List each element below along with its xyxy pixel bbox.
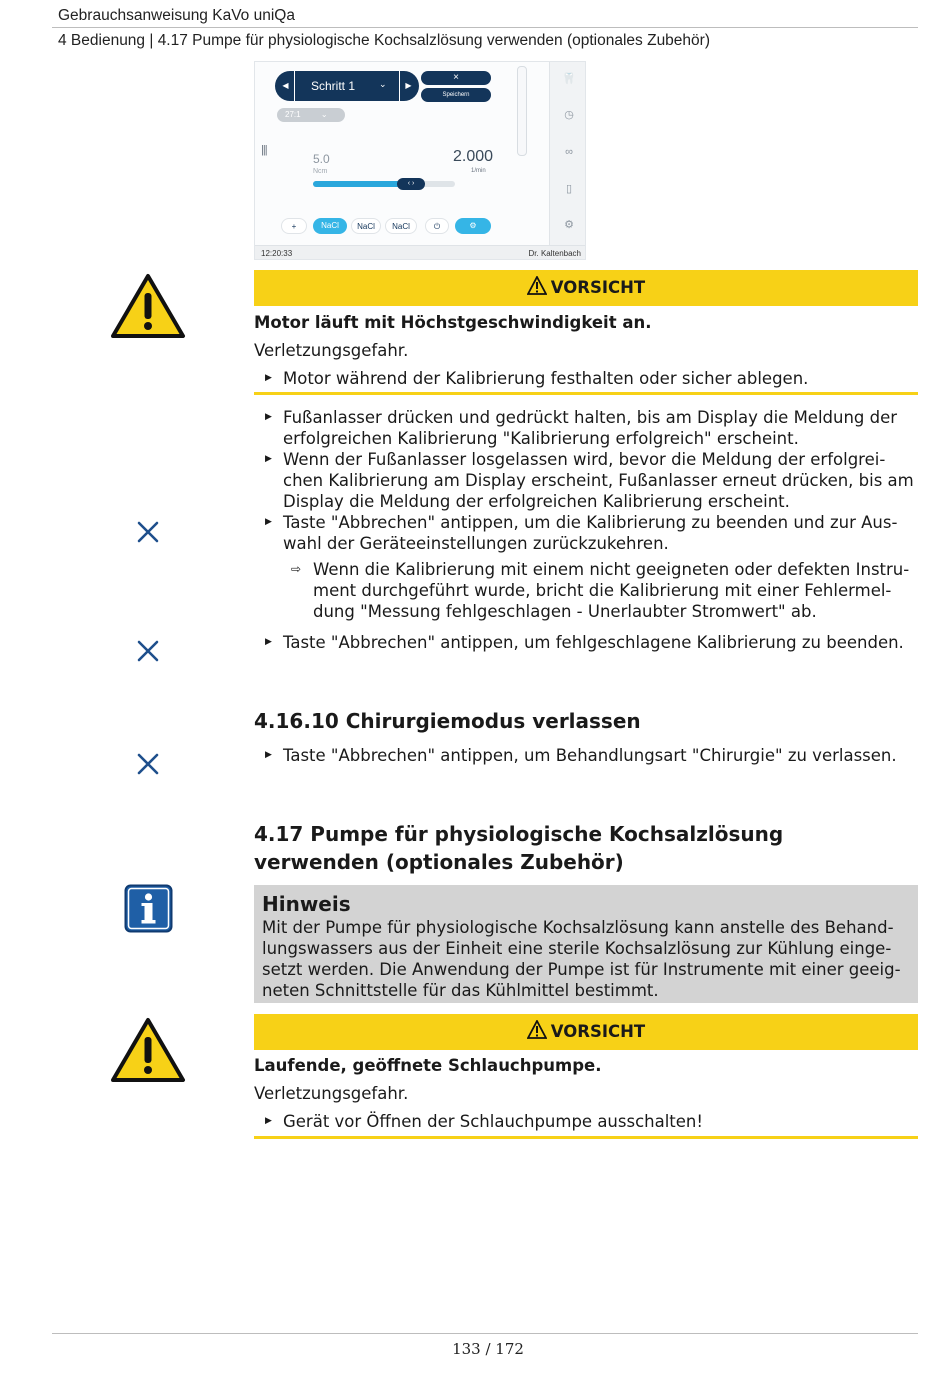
- menu-bars-icon: |||: [261, 144, 267, 156]
- speed-slider-fill: [313, 181, 401, 187]
- nacl-pump-button-2: NaCl: [351, 218, 381, 234]
- note-line: neten Schnittstelle für das Kühlmittel bestimmt.: [262, 981, 659, 1000]
- tooth-icon: 🦷: [562, 73, 576, 85]
- bullet-arrow-icon: ▶: [265, 454, 272, 464]
- result-line: Wenn die Kalibrierung mit einem nicht geeigneten oder defekten Instru-: [313, 560, 910, 579]
- caution-end-rule: [254, 392, 918, 395]
- close-x-icon: [135, 751, 161, 777]
- settings-button: ⚙: [455, 218, 491, 234]
- step-item: [265, 407, 915, 449]
- warning-triangle-icon: [110, 273, 186, 339]
- step-next-icon: ▶: [399, 71, 417, 101]
- page-number: 133 / 172: [452, 1340, 524, 1358]
- caution-banner: [254, 1014, 918, 1050]
- device-user: Dr. Kaltenbach: [528, 249, 581, 258]
- step-item: [265, 449, 915, 512]
- note-line: Mit der Pumpe für physiologische Kochsalzlösung kann anstelle des Behand-: [262, 918, 894, 937]
- link-icon: ∞: [565, 146, 573, 158]
- result-line: ment durchgeführt wurde, bricht die Kalibrierung mit einer Fehlermel-: [313, 581, 892, 600]
- step-line: Display die Meldung der erfolgreichen Kalibrierung erscheint.: [283, 492, 790, 511]
- power-button: ⏻: [425, 218, 449, 234]
- ratio-chevron-icon: ⌄: [320, 110, 328, 119]
- device-icon: ▯: [565, 183, 573, 195]
- bullet-arrow-icon: ▶: [265, 1116, 272, 1126]
- device-save-button: Speichern: [421, 88, 491, 102]
- device-side-toolbar: [549, 62, 586, 245]
- bullet-arrow-icon: ▶: [265, 517, 272, 527]
- step-line: Fußanlasser drücken und gedrückt halten, bis am Display die Meldung der: [283, 408, 898, 427]
- warning-small-icon: [527, 276, 547, 295]
- footer-rule: [52, 1333, 918, 1334]
- device-time: 12:20:33: [261, 249, 293, 258]
- nacl-pump-button-3: NaCl: [385, 218, 417, 234]
- note-line: lungswassers aus der Einheit eine sterile Kochsalzlösung zur Kühlung einge-: [262, 939, 892, 958]
- caution-action: [265, 368, 915, 389]
- gear-icon: ⚙: [564, 219, 574, 231]
- caution-action-text: Motor während der Kalibrierung festhalten oder sicher ablegen.: [283, 369, 809, 388]
- caution-banner: [254, 270, 918, 306]
- section-heading-line: verwenden (optionales Zubehör): [254, 850, 624, 874]
- step-line: erfolgreichen Kalibrierung "Kalibrierung erfolgreich" erscheint.: [283, 429, 799, 448]
- caution-headline: Motor läuft mit Höchstgeschwindigkeit an.: [254, 313, 652, 332]
- warning-triangle-icon: [110, 1017, 186, 1083]
- bullet-arrow-icon: ▶: [265, 373, 272, 383]
- caution-action: [265, 1111, 915, 1132]
- ratio-value: 27:1: [285, 110, 301, 119]
- step-line: chen Kalibrierung am Display erscheint, Fußanlasser erneut drücken, bis am: [283, 471, 914, 490]
- caution-headline: Laufende, geöffnete Schlauchpumpe.: [254, 1056, 602, 1075]
- bullet-arrow-icon: ▶: [265, 637, 272, 647]
- step-prev-icon: ◀: [277, 71, 295, 101]
- section-breadcrumb: 4 Bedienung | 4.17 Pumpe für physiologische Kochsalzlösung verwenden (optionales Zubehör): [58, 32, 710, 49]
- bullet-arrow-icon: ▶: [265, 412, 272, 422]
- torque-value: 5.0: [313, 152, 330, 166]
- device-main-panel: [255, 62, 549, 245]
- section-heading: [254, 820, 783, 876]
- note-line: setzt werden. Die Anwendung der Pumpe ist für Instrumente mit einer geeig-: [262, 960, 901, 979]
- speed-value: 2.000: [453, 148, 494, 165]
- step-line: Wenn der Fußanlasser losgelassen wird, bevor die Meldung der erfolgrei-: [283, 450, 886, 469]
- bullet-arrow-icon: ▶: [265, 750, 272, 760]
- caution-risk: Verletzungsgefahr.: [254, 1084, 409, 1103]
- device-close-button: ×: [421, 71, 491, 85]
- section-heading-line: 4.17 Pumpe für physiologische Kochsalzlösung: [254, 822, 784, 846]
- note-box: [254, 885, 918, 1003]
- instrument-icon: [517, 66, 527, 156]
- step-line: wahl der Geräteeinstellungen zurückzukehren.: [283, 534, 669, 553]
- document-title: Gebrauchsanweisung KaVo uniQa: [58, 7, 295, 24]
- nacl-pump-button-1: NaCl: [313, 218, 347, 234]
- speed-slider-track: [313, 181, 455, 187]
- speed-slider-thumb: ‹ ›: [397, 178, 425, 190]
- step-line: Taste "Abbrechen" antippen, um fehlgeschlagene Kalibrierung zu beenden.: [283, 633, 904, 652]
- torque-unit: Ncm: [313, 168, 328, 175]
- caution-action-text: Gerät vor Öffnen der Schlauchpumpe ausschalten!: [283, 1112, 703, 1131]
- caution-label: VORSICHT: [550, 278, 646, 297]
- note-body: [262, 917, 910, 1001]
- step-selector: [275, 71, 419, 101]
- step-item: [265, 632, 915, 653]
- ratio-selector: [277, 108, 345, 122]
- chevron-down-icon: ⌄: [379, 79, 387, 89]
- device-screenshot: [254, 61, 586, 260]
- info-icon: [124, 884, 173, 933]
- step-item: [265, 745, 915, 766]
- caution-risk: Verletzungsgefahr.: [254, 341, 409, 360]
- caution-end-rule: [254, 1136, 918, 1139]
- step-item: [265, 512, 915, 554]
- step-line: Taste "Abbrechen" antippen, um Behandlungsart "Chirurgie" zu verlassen.: [283, 746, 897, 765]
- caution-label: VORSICHT: [550, 1022, 646, 1041]
- note-title: Hinweis: [262, 892, 351, 916]
- timer-icon: ◷: [564, 109, 574, 121]
- result-arrow-icon: ⇨: [291, 562, 302, 576]
- close-x-icon: [135, 638, 161, 664]
- step-label: Schritt 1: [311, 79, 356, 93]
- result-item: [291, 559, 917, 622]
- device-status-bar: [255, 245, 586, 260]
- result-line: dung "Messung fehlgeschlagen - Unerlaubter Stromwert" ab.: [313, 602, 817, 621]
- add-button: +: [281, 218, 307, 234]
- warning-small-icon: [527, 1020, 547, 1039]
- step-line: Taste "Abbrechen" antippen, um die Kalibrierung zu beenden und zur Aus-: [283, 513, 898, 532]
- close-x-icon: [135, 519, 161, 545]
- header-rule: [52, 27, 918, 28]
- speed-unit: 1/min: [471, 168, 486, 174]
- section-heading: 4.16.10 Chirurgiemodus verlassen: [254, 709, 641, 733]
